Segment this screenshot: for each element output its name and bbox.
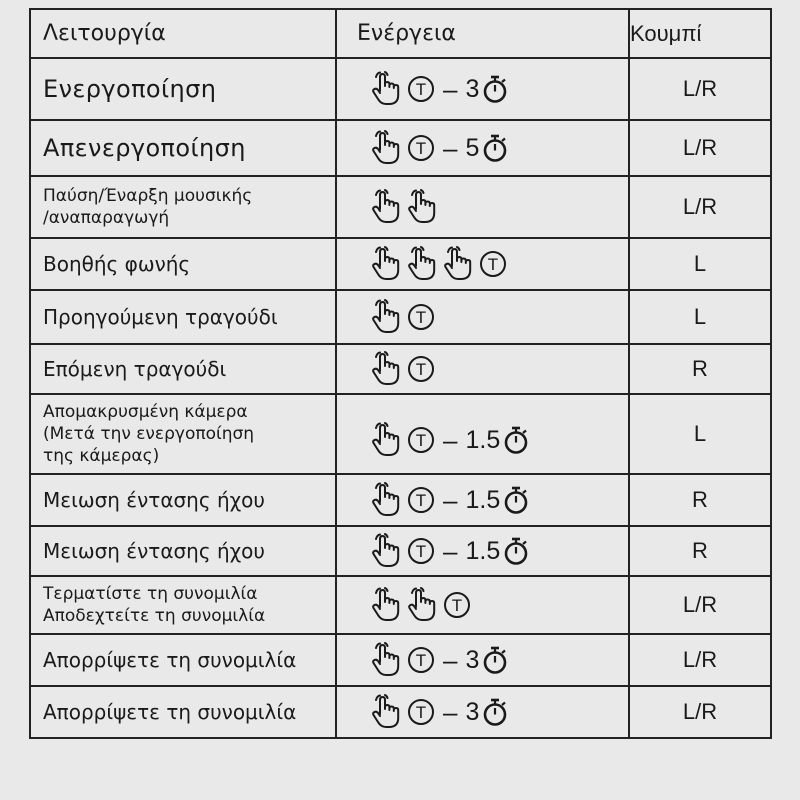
svg-text:T: T: [415, 139, 427, 158]
action-cell: [336, 290, 629, 344]
function-label: Βοηθής φωνής: [43, 252, 191, 276]
button-cell: [629, 576, 771, 634]
action-sequence: [371, 642, 628, 678]
svg-text:T: T: [451, 596, 463, 615]
table-row: [30, 344, 771, 394]
tap-finger-icon: [371, 642, 405, 678]
button-label: L: [693, 304, 707, 329]
tap-finger-icon: [371, 482, 405, 518]
action-sequence: [371, 351, 628, 387]
hold-seconds: 1.5: [465, 536, 501, 565]
function-label: Επόμενη τραγούδι: [43, 357, 227, 381]
stopwatch-icon: [502, 536, 530, 566]
button-label: L/R: [682, 647, 718, 672]
touch-hold-T-icon: [407, 537, 435, 565]
action-sequence: [371, 246, 628, 282]
function-cell: [30, 58, 336, 120]
header-action: Ενέργεια: [336, 9, 629, 58]
function-label: Απορρίψετε τη συνομιλία: [43, 648, 297, 672]
svg-text:T: T: [415, 651, 427, 670]
svg-text:T: T: [415, 308, 427, 327]
action-sequence: [371, 587, 628, 623]
dash-separator: –: [443, 696, 458, 727]
button-cell: [629, 686, 771, 738]
function-label: Απορρίψετε τη συνομιλία: [43, 700, 297, 724]
action-cell: [336, 686, 629, 738]
action-cell: [336, 526, 629, 576]
action-sequence: [371, 189, 628, 225]
gesture-table: [29, 8, 772, 739]
function-cell: [30, 474, 336, 526]
function-label: Ενεργοποίηση: [43, 75, 217, 103]
table-row: [30, 176, 771, 238]
stopwatch-icon: [481, 74, 509, 104]
function-cell: [30, 634, 336, 686]
action-cell: [336, 120, 629, 176]
touch-hold-T-icon: [407, 486, 435, 514]
table-row: [30, 526, 771, 576]
button-label: L: [693, 421, 707, 446]
action-cell: [336, 58, 629, 120]
action-cell: [336, 344, 629, 394]
tap-finger-icon: [371, 694, 405, 730]
tap-finger-icon: [407, 246, 441, 282]
button-cell: [629, 344, 771, 394]
button-cell: [629, 120, 771, 176]
tap-finger-icon: [371, 533, 405, 569]
button-cell: [629, 526, 771, 576]
action-sequence: [371, 299, 628, 335]
action-cell: [336, 238, 629, 290]
table-row: [30, 394, 771, 474]
button-cell: [629, 634, 771, 686]
hold-seconds: 1.5: [465, 485, 501, 514]
tap-finger-icon: [371, 422, 405, 458]
stopwatch-icon: [481, 697, 509, 727]
function-label: Απομακρυσμένη κάμερα (Μετά την ενεργοποίηση της κάμερας): [43, 402, 255, 466]
table-row: [30, 686, 771, 738]
button-label: L/R: [682, 135, 718, 160]
hold-seconds: 3: [465, 645, 480, 674]
function-label: Μειωση έντασης ήχου: [43, 488, 265, 512]
svg-text:T: T: [415, 80, 427, 99]
function-cell: [30, 394, 336, 474]
action-sequence: [371, 694, 628, 730]
tap-finger-icon: [371, 299, 405, 335]
function-cell: [30, 686, 336, 738]
tap-finger-icon: [371, 246, 405, 282]
function-label: Προηγούμενη τραγούδι: [43, 305, 278, 329]
tap-finger-icon: [371, 130, 405, 166]
stopwatch-icon: [481, 645, 509, 675]
button-cell: [629, 176, 771, 238]
action-cell: [336, 474, 629, 526]
button-cell: [629, 238, 771, 290]
tap-finger-icon: [371, 189, 405, 225]
function-cell: [30, 526, 336, 576]
table-row: [30, 120, 771, 176]
function-label: Τερματίστε τη συνομιλία Αποδεχτείτε τη συνομιλία: [43, 584, 266, 626]
tap-finger-icon: [371, 587, 405, 623]
dash-separator: –: [443, 535, 458, 566]
function-cell: [30, 176, 336, 238]
svg-text:T: T: [415, 360, 427, 379]
hold-seconds: 3: [465, 697, 480, 726]
svg-text:T: T: [415, 431, 427, 450]
touch-hold-T-icon: [407, 426, 435, 454]
dash-separator: –: [443, 484, 458, 515]
header-button: Κουμπί: [629, 9, 771, 58]
svg-text:T: T: [487, 255, 499, 274]
dash-separator: –: [443, 644, 458, 675]
touch-hold-T-icon: [479, 250, 507, 278]
function-label: Παύση/Έναρξη μουσικής /αναπαραγωγή: [43, 186, 253, 228]
tap-finger-icon: [407, 587, 441, 623]
function-cell: [30, 344, 336, 394]
table-row: [30, 238, 771, 290]
tap-finger-icon: [371, 351, 405, 387]
svg-text:T: T: [415, 703, 427, 722]
function-label: Απενεργοποίηση: [43, 134, 246, 162]
tap-finger-icon: [371, 71, 405, 107]
action-cell: [336, 394, 629, 474]
table-row: [30, 290, 771, 344]
svg-text:T: T: [415, 542, 427, 561]
hold-seconds: 5: [465, 133, 480, 162]
button-label: R: [692, 487, 708, 512]
action-cell: [336, 576, 629, 634]
table-row: [30, 474, 771, 526]
action-sequence: [371, 533, 628, 569]
tap-finger-icon: [407, 189, 441, 225]
button-cell: [629, 474, 771, 526]
button-label: L: [693, 251, 707, 276]
function-cell: [30, 290, 336, 344]
button-cell: [629, 394, 771, 474]
function-cell: [30, 576, 336, 634]
button-label: R: [692, 538, 708, 563]
table-header-row: [30, 9, 771, 58]
function-cell: [30, 238, 336, 290]
dash-separator: –: [443, 132, 458, 163]
touch-hold-T-icon: [407, 646, 435, 674]
table-row: [30, 634, 771, 686]
button-label: L/R: [682, 76, 718, 101]
button-cell: [629, 58, 771, 120]
touch-hold-T-icon: [407, 134, 435, 162]
action-sequence: [371, 482, 628, 518]
header-function: Λειτουργία: [30, 9, 336, 58]
hold-seconds: 1.5: [465, 425, 501, 454]
touch-hold-T-icon: [407, 75, 435, 103]
dash-separator: –: [443, 424, 458, 455]
touch-hold-T-icon: [407, 355, 435, 383]
touch-hold-T-icon: [407, 303, 435, 331]
stopwatch-icon: [502, 485, 530, 515]
button-label: L/R: [682, 592, 718, 617]
function-cell: [30, 120, 336, 176]
touch-hold-T-icon: [407, 698, 435, 726]
action-cell: [336, 176, 629, 238]
dash-separator: –: [443, 73, 458, 104]
tap-finger-icon: [443, 246, 477, 282]
svg-text:T: T: [415, 491, 427, 510]
action-sequence: [371, 130, 628, 166]
touch-hold-T-icon: [443, 591, 471, 619]
button-label: R: [692, 356, 708, 381]
hold-seconds: 3: [465, 74, 480, 103]
function-label: Μειωση έντασης ήχου: [43, 539, 265, 563]
stopwatch-icon: [481, 133, 509, 163]
action-cell: [336, 634, 629, 686]
button-label: L/R: [682, 699, 718, 724]
table-row: [30, 576, 771, 634]
button-cell: [629, 290, 771, 344]
stopwatch-icon: [502, 425, 530, 455]
button-label: L/R: [682, 194, 718, 219]
table-row: [30, 58, 771, 120]
action-sequence: [371, 71, 628, 107]
action-sequence: [371, 422, 628, 458]
